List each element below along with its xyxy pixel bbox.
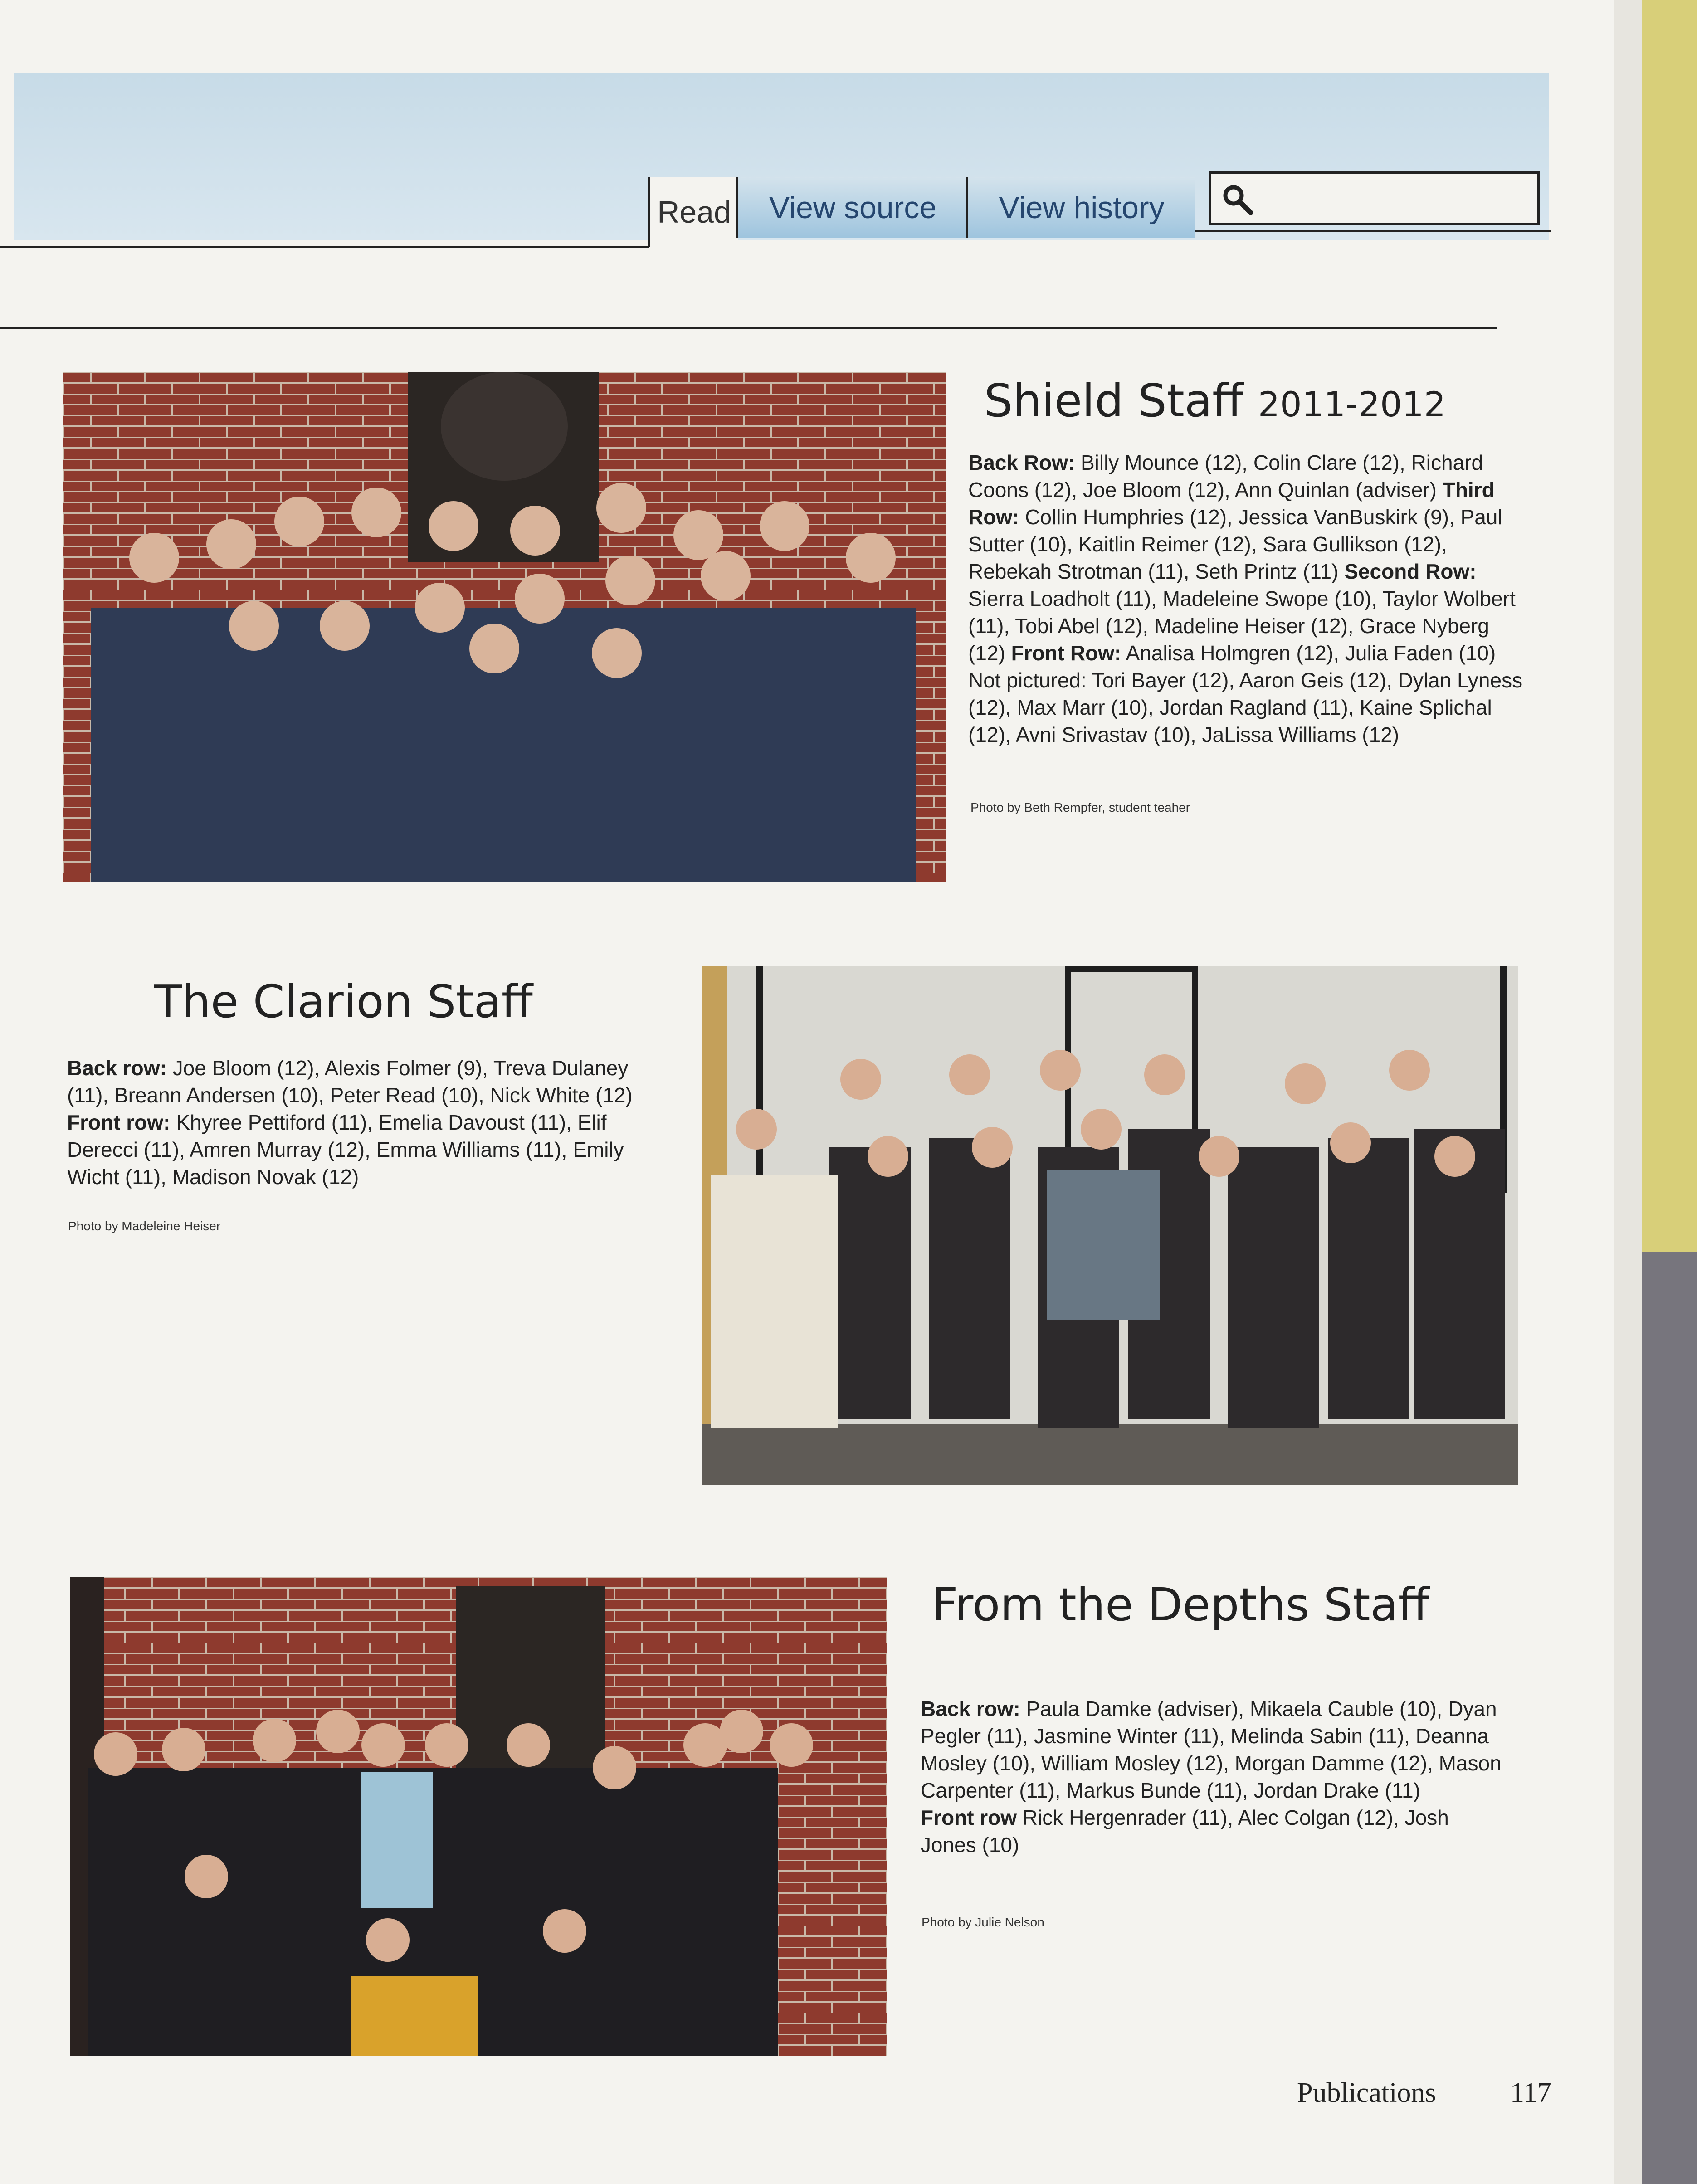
clarion-staff-names (67, 1054, 666, 1190)
tab-view-history[interactable]: View history (966, 177, 1195, 238)
cover-edge-olive (1642, 0, 1697, 1252)
shield-title-text: Shield Staff (984, 374, 1244, 427)
depths-staff-title: From the Depths Staff (932, 1578, 1429, 1631)
shield-third-label: Third Row: (968, 478, 1495, 529)
page-number: 117 (1510, 2077, 1551, 2108)
depths-staff-photo (70, 1577, 887, 2056)
page-edge (1614, 0, 1642, 2184)
shield-back-names: Billy Mounce (12), Colin Clare (12), Richard Coons (12), Joe Bloom (12), Ann Quinlan (adviser) (968, 451, 1483, 502)
search-baseline (1188, 230, 1551, 232)
shield-not-pictured: Not pictured: Tori Bayer (12), Aaron Geis (12), Dylan Lyness (12), Max Marr (10), Jordan Ragland (11), Kaine Splichal (12), Avni Srivastav (10), JaLissa Williams (12) (968, 668, 1523, 746)
shield-staff-photo (63, 372, 946, 882)
clarion-back-label: Back row: (67, 1056, 167, 1080)
shield-second-label: Second Row: (1344, 560, 1477, 583)
magnifier-icon (1220, 182, 1256, 218)
clarion-front-names: Khyree Pettiford (11), Emelia Davoust (11), Elif Derecci (11), Amren Murray (12), Emma Williams (11), Emily Wicht (11), Madison Novak (12) (67, 1111, 624, 1189)
shield-third-names: Collin Humphries (12), Jessica VanBuskirk (9), Paul Sutter (10), Kaitlin Reimer (12), Sara Gullikson (12), Rebekah Strotman (11), Seth Printz (11) (968, 505, 1502, 583)
depths-photo-credit: Photo by Julie Nelson (922, 1915, 1044, 1929)
section-label: Publications (1297, 2077, 1436, 2108)
depths-staff-names (921, 1695, 1510, 1858)
tab-read[interactable]: Read (648, 177, 738, 247)
depths-front-label: Front row (921, 1806, 1017, 1829)
shield-second-names: Sierra Loadholt (11), Madeleine Swope (10), Taylor Wolbert (11), Tobi Abel (12), Madeline Heiser (12), Grace Nyberg (12) (968, 587, 1516, 665)
depths-front-names: Rick Hergenrader (11), Alec Colgan (12), Josh Jones (10) (921, 1806, 1449, 1857)
shield-front-names: Analisa Holmgren (12), Julia Faden (10) (1126, 641, 1496, 665)
header-rule (0, 327, 1497, 329)
depths-back-names: Paula Damke (adviser), Mikaela Cauble (10), Dyan Pegler (11), Jasmine Winter (11), Melinda Sabin (11), Deanna Mosley (10), William Mosley (12), Morgan Damme (12), Mason Carpenter (11), Markus Bunde (11), Jordan Drake (11) (921, 1697, 1502, 1802)
shield-front-label: Front Row: (1011, 641, 1122, 665)
clarion-staff-title: The Clarion Staff (154, 975, 533, 1028)
clarion-front-label: Front row: (67, 1111, 171, 1134)
shield-staff-names (968, 449, 1531, 748)
clarion-back-names: Joe Bloom (12), Alexis Folmer (9), Treva Dulaney (11), Breann Andersen (10), Peter Read (10), Nick White (12) (67, 1056, 633, 1107)
clarion-staff-photo (702, 966, 1518, 1485)
cover-edge-gray (1642, 1252, 1697, 2184)
shield-photo-credit: Photo by Beth Rempfer, student teaher (970, 800, 1190, 814)
search-input[interactable] (1209, 171, 1540, 225)
depths-back-label: Back row: (921, 1697, 1020, 1721)
tab-view-source[interactable]: View source (736, 177, 967, 238)
clarion-photo-credit: Photo by Madeleine Heiser (68, 1219, 221, 1233)
shield-staff-title (984, 374, 1446, 427)
tab-baseline (0, 246, 649, 248)
shield-back-label: Back Row: (968, 451, 1075, 474)
shield-year: 2011-2012 (1258, 384, 1446, 424)
